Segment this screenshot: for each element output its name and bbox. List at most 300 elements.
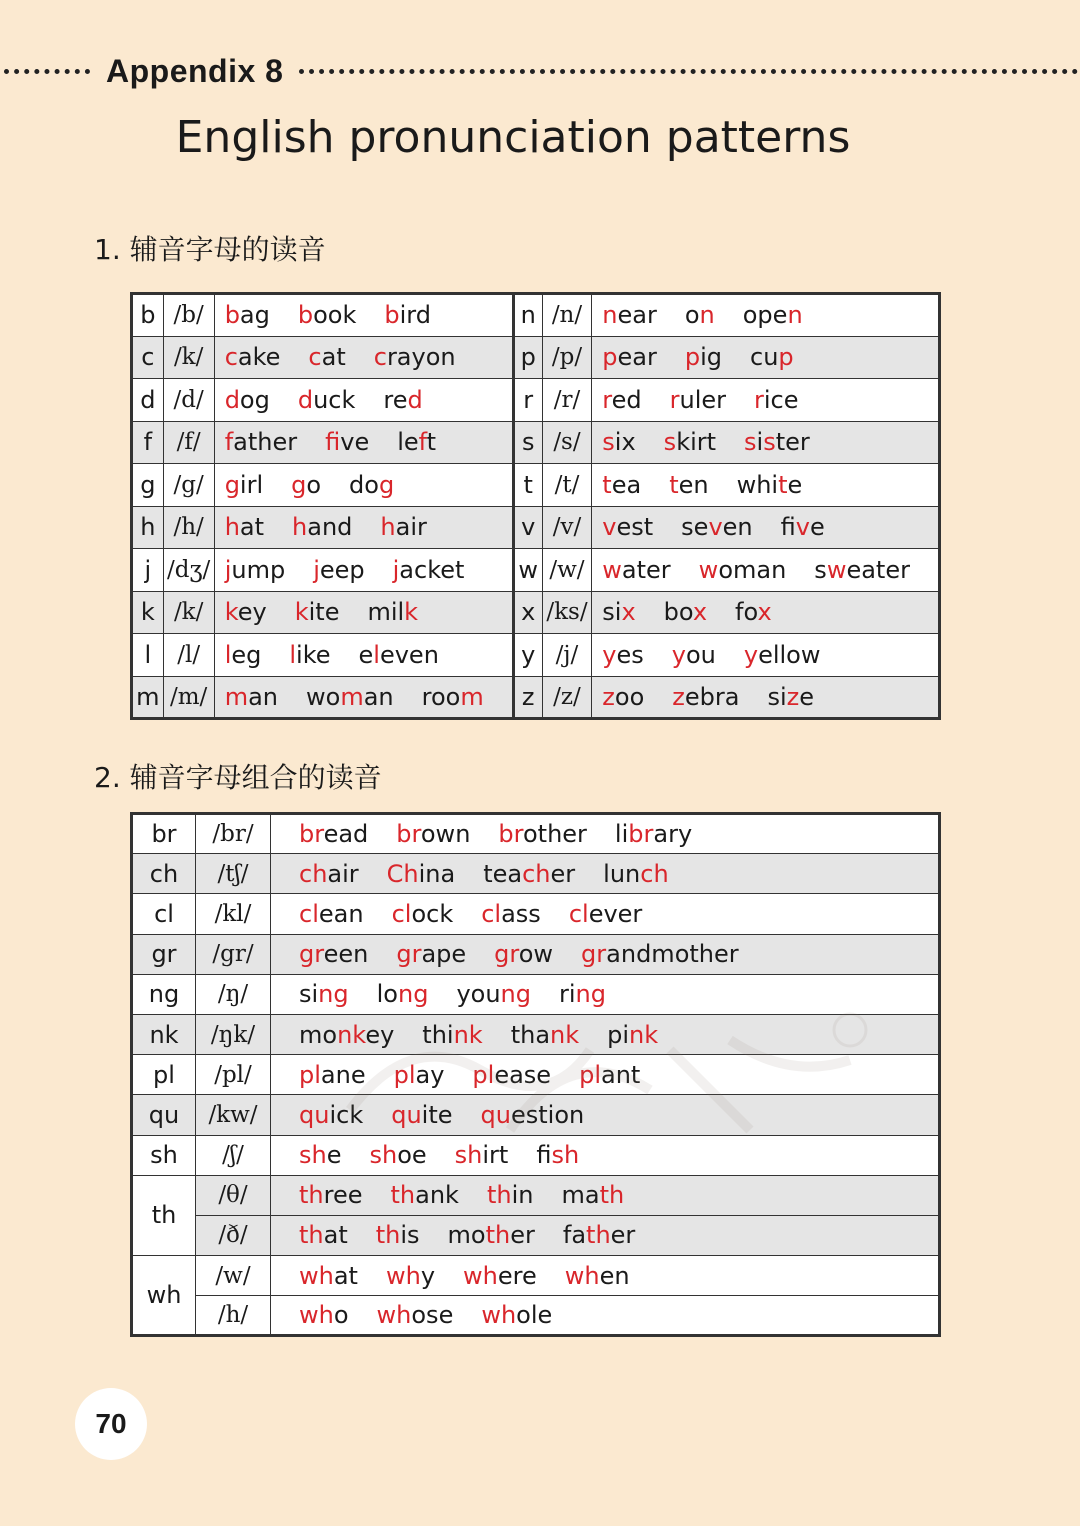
word-part: er [510, 1221, 535, 1250]
word-part: wo [306, 682, 341, 711]
word-part: in [511, 1181, 534, 1210]
example-word [225, 683, 278, 711]
table-row [132, 854, 940, 894]
word-part: s [814, 555, 827, 584]
consonant-letter: f [132, 421, 164, 464]
highlighted-letters: gr [396, 940, 422, 969]
word-part: o [684, 301, 700, 330]
word-part: ice [763, 385, 799, 414]
consonant-letter: g [132, 464, 164, 507]
highlighted-letters: wh [481, 1301, 517, 1330]
example-word [737, 471, 803, 499]
highlighted-letters: wh [385, 1261, 421, 1290]
consonant-letter: z [513, 676, 542, 719]
phonetic-symbol: /v/ [542, 506, 592, 549]
example-word [672, 641, 716, 669]
table-row [132, 1095, 940, 1135]
word-part: en [599, 1261, 630, 1290]
word-part: ina [418, 859, 456, 888]
example-words-cell [214, 336, 513, 379]
example-word [396, 940, 466, 968]
word-part: ook [313, 301, 357, 330]
word-part: ma [561, 1181, 600, 1210]
phonetic-symbol: /kw/ [196, 1095, 271, 1135]
highlighted-letters: t [669, 470, 679, 499]
highlighted-letters: w [826, 555, 847, 584]
phonetic-symbol: /ŋk/ [196, 1014, 271, 1054]
example-word [481, 900, 541, 928]
word-part: uck [313, 385, 356, 414]
highlighted-letters: qu [299, 1100, 330, 1129]
example-words-cell [271, 934, 940, 974]
example-word [299, 900, 364, 928]
word-part: est [616, 513, 654, 542]
highlighted-letters: g [378, 470, 395, 499]
highlighted-letters: w [602, 555, 622, 584]
example-word [607, 1021, 658, 1049]
example-word [685, 343, 722, 371]
example-word [391, 1101, 452, 1129]
highlighted-letters: g [224, 470, 240, 499]
consonant-letter: m [132, 676, 164, 719]
letter-combination: th [132, 1175, 196, 1255]
word-part: do [349, 470, 379, 499]
word-part: ey [237, 598, 267, 627]
example-words-cell [271, 1135, 940, 1175]
table-row [132, 1055, 940, 1095]
word-part: een [323, 940, 369, 969]
word-part: ease [494, 1060, 552, 1089]
word-part: ick [329, 1100, 364, 1129]
example-words-cell [271, 1215, 940, 1255]
word-part: ary [653, 820, 693, 849]
example-words-cell [214, 421, 513, 464]
phonetic-symbol: /w/ [196, 1256, 271, 1296]
highlighted-letters: k [404, 598, 419, 627]
example-word [511, 1021, 579, 1049]
word-part: an [248, 682, 278, 711]
example-word [299, 1181, 363, 1209]
example-word [602, 343, 657, 371]
consonant-letter: r [513, 379, 542, 422]
example-word [299, 1221, 348, 1249]
word-part: whi [736, 470, 779, 499]
highlighted-letters: gr [299, 940, 324, 969]
highlighted-letters: m [460, 682, 484, 711]
word-part: e [326, 1141, 342, 1170]
word-part: ri [559, 980, 576, 1009]
word-part: you [456, 980, 501, 1009]
highlighted-letters: ch [640, 859, 669, 888]
highlighted-letters: b [384, 301, 400, 330]
consonant-letter: k [132, 591, 164, 634]
table-row [132, 1256, 940, 1296]
word-part: ean [318, 899, 364, 928]
word-part: ever [588, 899, 643, 928]
word-part: ig [700, 343, 722, 372]
highlighted-letters: k [224, 598, 238, 627]
example-word [559, 980, 606, 1008]
word-part: andmother [606, 940, 739, 969]
highlighted-letters: r [669, 385, 680, 414]
example-word [455, 1141, 509, 1169]
highlighted-letters: v [708, 513, 723, 542]
highlighted-letters: wh [376, 1301, 412, 1330]
highlighted-letters: pl [393, 1060, 416, 1089]
example-word [387, 860, 456, 888]
highlighted-letters: pl [579, 1060, 601, 1089]
highlighted-letters: n [787, 301, 803, 330]
word-part: lo [376, 980, 398, 1009]
letter-combination: gr [132, 934, 196, 974]
highlighted-letters: ng [318, 980, 349, 1009]
word-part: en [722, 513, 753, 542]
example-words-cell [271, 814, 940, 854]
highlighted-letters: f [224, 428, 234, 457]
example-words-cell [592, 506, 940, 549]
example-words-cell [271, 1055, 940, 1095]
phonetic-symbol: /tʃ/ [196, 854, 271, 894]
letter-combination: pl [132, 1055, 196, 1095]
consonant-letter: y [513, 634, 542, 677]
example-word [225, 641, 262, 669]
example-word [225, 301, 270, 329]
highlighted-letters: c [224, 343, 238, 372]
highlighted-letters: k [294, 598, 309, 627]
word-part: ow [518, 940, 554, 969]
word-part: eg [231, 640, 262, 669]
word-part: e [799, 682, 814, 711]
highlighted-letters: p [602, 343, 618, 372]
word-part: i [756, 428, 764, 457]
highlighted-letters: nk [550, 1020, 580, 1049]
highlighted-letters: z [672, 682, 685, 711]
letter-combination: nk [132, 1014, 196, 1054]
word-part: ag [239, 301, 270, 330]
highlighted-letters: h [292, 513, 308, 542]
word-part: se [681, 513, 709, 542]
example-word [670, 386, 726, 414]
consonant-letter: v [513, 506, 542, 549]
phonetic-symbol: /θ/ [196, 1175, 271, 1215]
word-part: air [327, 859, 359, 888]
phonetic-symbol: /z/ [542, 676, 592, 719]
example-words-cell [271, 1095, 940, 1135]
example-word [422, 683, 484, 711]
word-part: ix [614, 428, 636, 457]
example-word [374, 343, 456, 371]
example-word [380, 513, 426, 541]
example-words-cell [592, 549, 940, 592]
highlighted-letters: s [602, 428, 615, 457]
highlighted-letters: t [778, 470, 788, 499]
word-part: ear [617, 343, 657, 372]
example-words-cell [214, 634, 513, 677]
example-word [699, 556, 787, 584]
example-word [602, 641, 643, 669]
word-part: fo [735, 598, 758, 627]
phonetic-symbol: /gr/ [196, 934, 271, 974]
example-word [313, 556, 364, 584]
highlighted-letters: ch [299, 859, 328, 888]
example-words-cell [592, 421, 940, 464]
example-word [377, 980, 429, 1008]
highlighted-letters: cl [299, 899, 319, 928]
table-row [132, 336, 940, 379]
example-word [569, 900, 642, 928]
example-words-cell [271, 1175, 940, 1215]
word-part: e [787, 470, 803, 499]
example-word [669, 471, 708, 499]
example-words-cell [271, 1014, 940, 1054]
table-row [132, 1014, 940, 1054]
table-row [132, 1135, 940, 1175]
highlighted-letters: s [763, 428, 776, 457]
phonetic-symbol: /dʒ/ [163, 549, 214, 592]
word-part: uler [679, 385, 727, 414]
highlighted-letters: th [390, 1181, 416, 1210]
phonetic-symbol: /g/ [163, 464, 214, 507]
highlighted-letters: j [313, 555, 320, 584]
highlighted-letters: y [671, 640, 686, 669]
highlighted-letters: pl [472, 1060, 495, 1089]
table-row [132, 506, 940, 549]
example-word [750, 343, 794, 371]
example-word [744, 428, 810, 456]
word-part: irt [482, 1141, 509, 1170]
word-part: estion [510, 1100, 585, 1129]
example-word [369, 1141, 426, 1169]
word-part: ebra [684, 682, 740, 711]
word-part: e [809, 513, 825, 542]
highlighted-letters: sh [369, 1141, 398, 1170]
highlighted-letters: x [692, 598, 708, 627]
word-part: t [426, 428, 437, 457]
word-part: es [616, 640, 644, 669]
highlighted-letters: y [743, 640, 759, 669]
consonant-letter: l [132, 634, 164, 677]
example-word [225, 598, 267, 626]
highlighted-letters: m [224, 682, 249, 711]
section-heading-consonants: 1. 辅音字母的读音 [94, 233, 326, 266]
example-word [664, 428, 716, 456]
phonetic-symbol: /h/ [196, 1296, 271, 1336]
phonetic-symbol: /p/ [542, 336, 592, 379]
example-word [814, 556, 910, 584]
word-part: fi [536, 1141, 552, 1170]
highlighted-letters: sh [454, 1141, 483, 1170]
example-word [349, 471, 394, 499]
table-row [132, 1175, 940, 1215]
highlighted-letters: f [325, 428, 341, 457]
table-row [132, 1296, 940, 1336]
word-part: tha [510, 1020, 551, 1049]
highlighted-letters: ng [500, 980, 531, 1009]
example-words-cell [592, 336, 940, 379]
highlighted-letters: z [786, 682, 800, 711]
example-word [397, 428, 436, 456]
phonetic-symbol: /n/ [542, 294, 592, 337]
example-word [754, 386, 799, 414]
word-part: si [767, 682, 787, 711]
letter-combination: wh [132, 1256, 196, 1336]
word-part: thi [422, 1020, 454, 1049]
highlighted-letters: j [224, 555, 232, 584]
example-word [225, 386, 270, 414]
consonant-letter: h [132, 506, 164, 549]
example-word [536, 1141, 579, 1169]
word-part: at [321, 343, 346, 372]
example-word [602, 598, 635, 626]
example-words-cell [271, 894, 940, 934]
example-words-cell [214, 591, 513, 634]
word-part: li [614, 820, 629, 849]
phonetic-symbol: /ð/ [196, 1215, 271, 1255]
example-word [393, 556, 465, 584]
word-part: ou [685, 640, 716, 669]
word-part: ear [617, 301, 657, 330]
highlighted-letters: th [375, 1221, 401, 1250]
example-word [481, 1301, 552, 1329]
highlighted-letters: l [289, 640, 297, 669]
word-part: ite [421, 1100, 453, 1129]
phonetic-symbol: /s/ [542, 421, 592, 464]
example-word [481, 1101, 585, 1129]
consonant-combinations-table [130, 812, 941, 1337]
word-part: ock [411, 899, 454, 928]
example-word [392, 900, 454, 928]
word-part: at [239, 513, 265, 542]
table-row [132, 814, 940, 854]
example-word [384, 301, 431, 329]
highlighted-letters: s [744, 428, 757, 457]
example-word [581, 940, 739, 968]
example-word [295, 598, 340, 626]
word-part: ike [296, 640, 331, 669]
word-part: ump [231, 555, 286, 584]
example-word [561, 1181, 624, 1209]
example-words-cell [592, 591, 940, 634]
appendix-header-bar [0, 48, 1080, 94]
example-word [225, 343, 281, 371]
example-word [672, 683, 739, 711]
highlighted-letters: d [224, 385, 240, 414]
highlighted-letters: b [297, 301, 314, 330]
example-word [298, 386, 356, 414]
consonant-letter: t [513, 464, 542, 507]
section-heading-consonant-combinations: 2. 辅音字母组合的读音 [94, 761, 382, 794]
example-word [563, 1221, 635, 1249]
example-word [448, 1221, 535, 1249]
word-part: ose [411, 1301, 454, 1330]
highlighted-letters: br [396, 820, 421, 849]
appendix-label: Appendix 8 [106, 52, 284, 89]
highlighted-letters: v [602, 513, 617, 542]
highlighted-letters: d [407, 385, 423, 414]
highlighted-letters: nk [453, 1020, 483, 1049]
word-part: o [333, 1301, 349, 1330]
example-word [579, 1061, 640, 1089]
word-part: ater [621, 555, 671, 584]
example-words-cell [592, 464, 940, 507]
example-word [603, 860, 669, 888]
highlighted-letters: z [602, 682, 615, 711]
word-part: oe [397, 1141, 427, 1170]
highlighted-letters: l [373, 640, 380, 669]
word-part: ant [600, 1060, 641, 1089]
word-part: ea [611, 470, 642, 499]
phonetic-symbol: /ŋ/ [196, 974, 271, 1014]
example-word [391, 1181, 459, 1209]
highlighted-letters: nk [629, 1020, 659, 1049]
phonetic-symbol: /m/ [163, 676, 214, 719]
phonetic-symbol: /ks/ [542, 591, 592, 634]
word-part: eater [846, 555, 910, 584]
word-part: si [602, 598, 622, 627]
example-word [602, 428, 635, 456]
example-word [664, 598, 707, 626]
highlighted-letters: g [291, 470, 307, 499]
word-part: o [306, 470, 322, 499]
highlighted-letters: r [602, 385, 612, 414]
word-part: ather [233, 428, 298, 457]
page-title: English pronunciation patterns [175, 112, 851, 163]
word-part: rayon [386, 343, 456, 372]
highlighted-letters: qu [480, 1100, 511, 1129]
word-part: ere [497, 1261, 537, 1290]
word-part: ird [399, 301, 431, 330]
highlighted-letters: th [586, 1221, 611, 1250]
phonetic-symbol: /w/ [542, 549, 592, 592]
example-word [325, 428, 369, 456]
highlighted-letters: th [599, 1181, 625, 1210]
word-part: cu [750, 343, 779, 372]
phonetic-symbol: /j/ [542, 634, 592, 677]
consonant-letter: d [132, 379, 164, 422]
example-word [483, 860, 575, 888]
highlighted-letters: wh [299, 1301, 334, 1330]
example-word [602, 556, 670, 584]
example-words-cell [214, 676, 513, 719]
phonetic-symbol: /t/ [542, 464, 592, 507]
table-row [132, 934, 940, 974]
consonant-letter: j [132, 549, 164, 592]
highlighted-letters: Ch [386, 859, 419, 888]
example-words-cell [592, 379, 940, 422]
consonant-letter: w [513, 549, 542, 592]
word-part: mil [367, 598, 405, 627]
dotted-rule-right [299, 69, 1078, 74]
word-part: ass [501, 899, 541, 928]
example-word [376, 1221, 420, 1249]
example-word [299, 1301, 349, 1329]
word-part: air [395, 513, 427, 542]
word-part: eep [319, 555, 365, 584]
example-words-cell [271, 1256, 940, 1296]
word-part: at [333, 1261, 358, 1290]
consonant-letter: x [513, 591, 542, 634]
word-part: roo [421, 682, 461, 711]
letter-combination: ch [132, 854, 196, 894]
highlighted-letters: br [498, 820, 523, 849]
table-row [132, 894, 940, 934]
table-row [132, 549, 940, 592]
word-part: e [358, 640, 374, 669]
word-part: re [383, 385, 408, 414]
consonant-letter: n [513, 294, 542, 337]
example-word [299, 860, 359, 888]
example-words-cell [214, 549, 513, 592]
